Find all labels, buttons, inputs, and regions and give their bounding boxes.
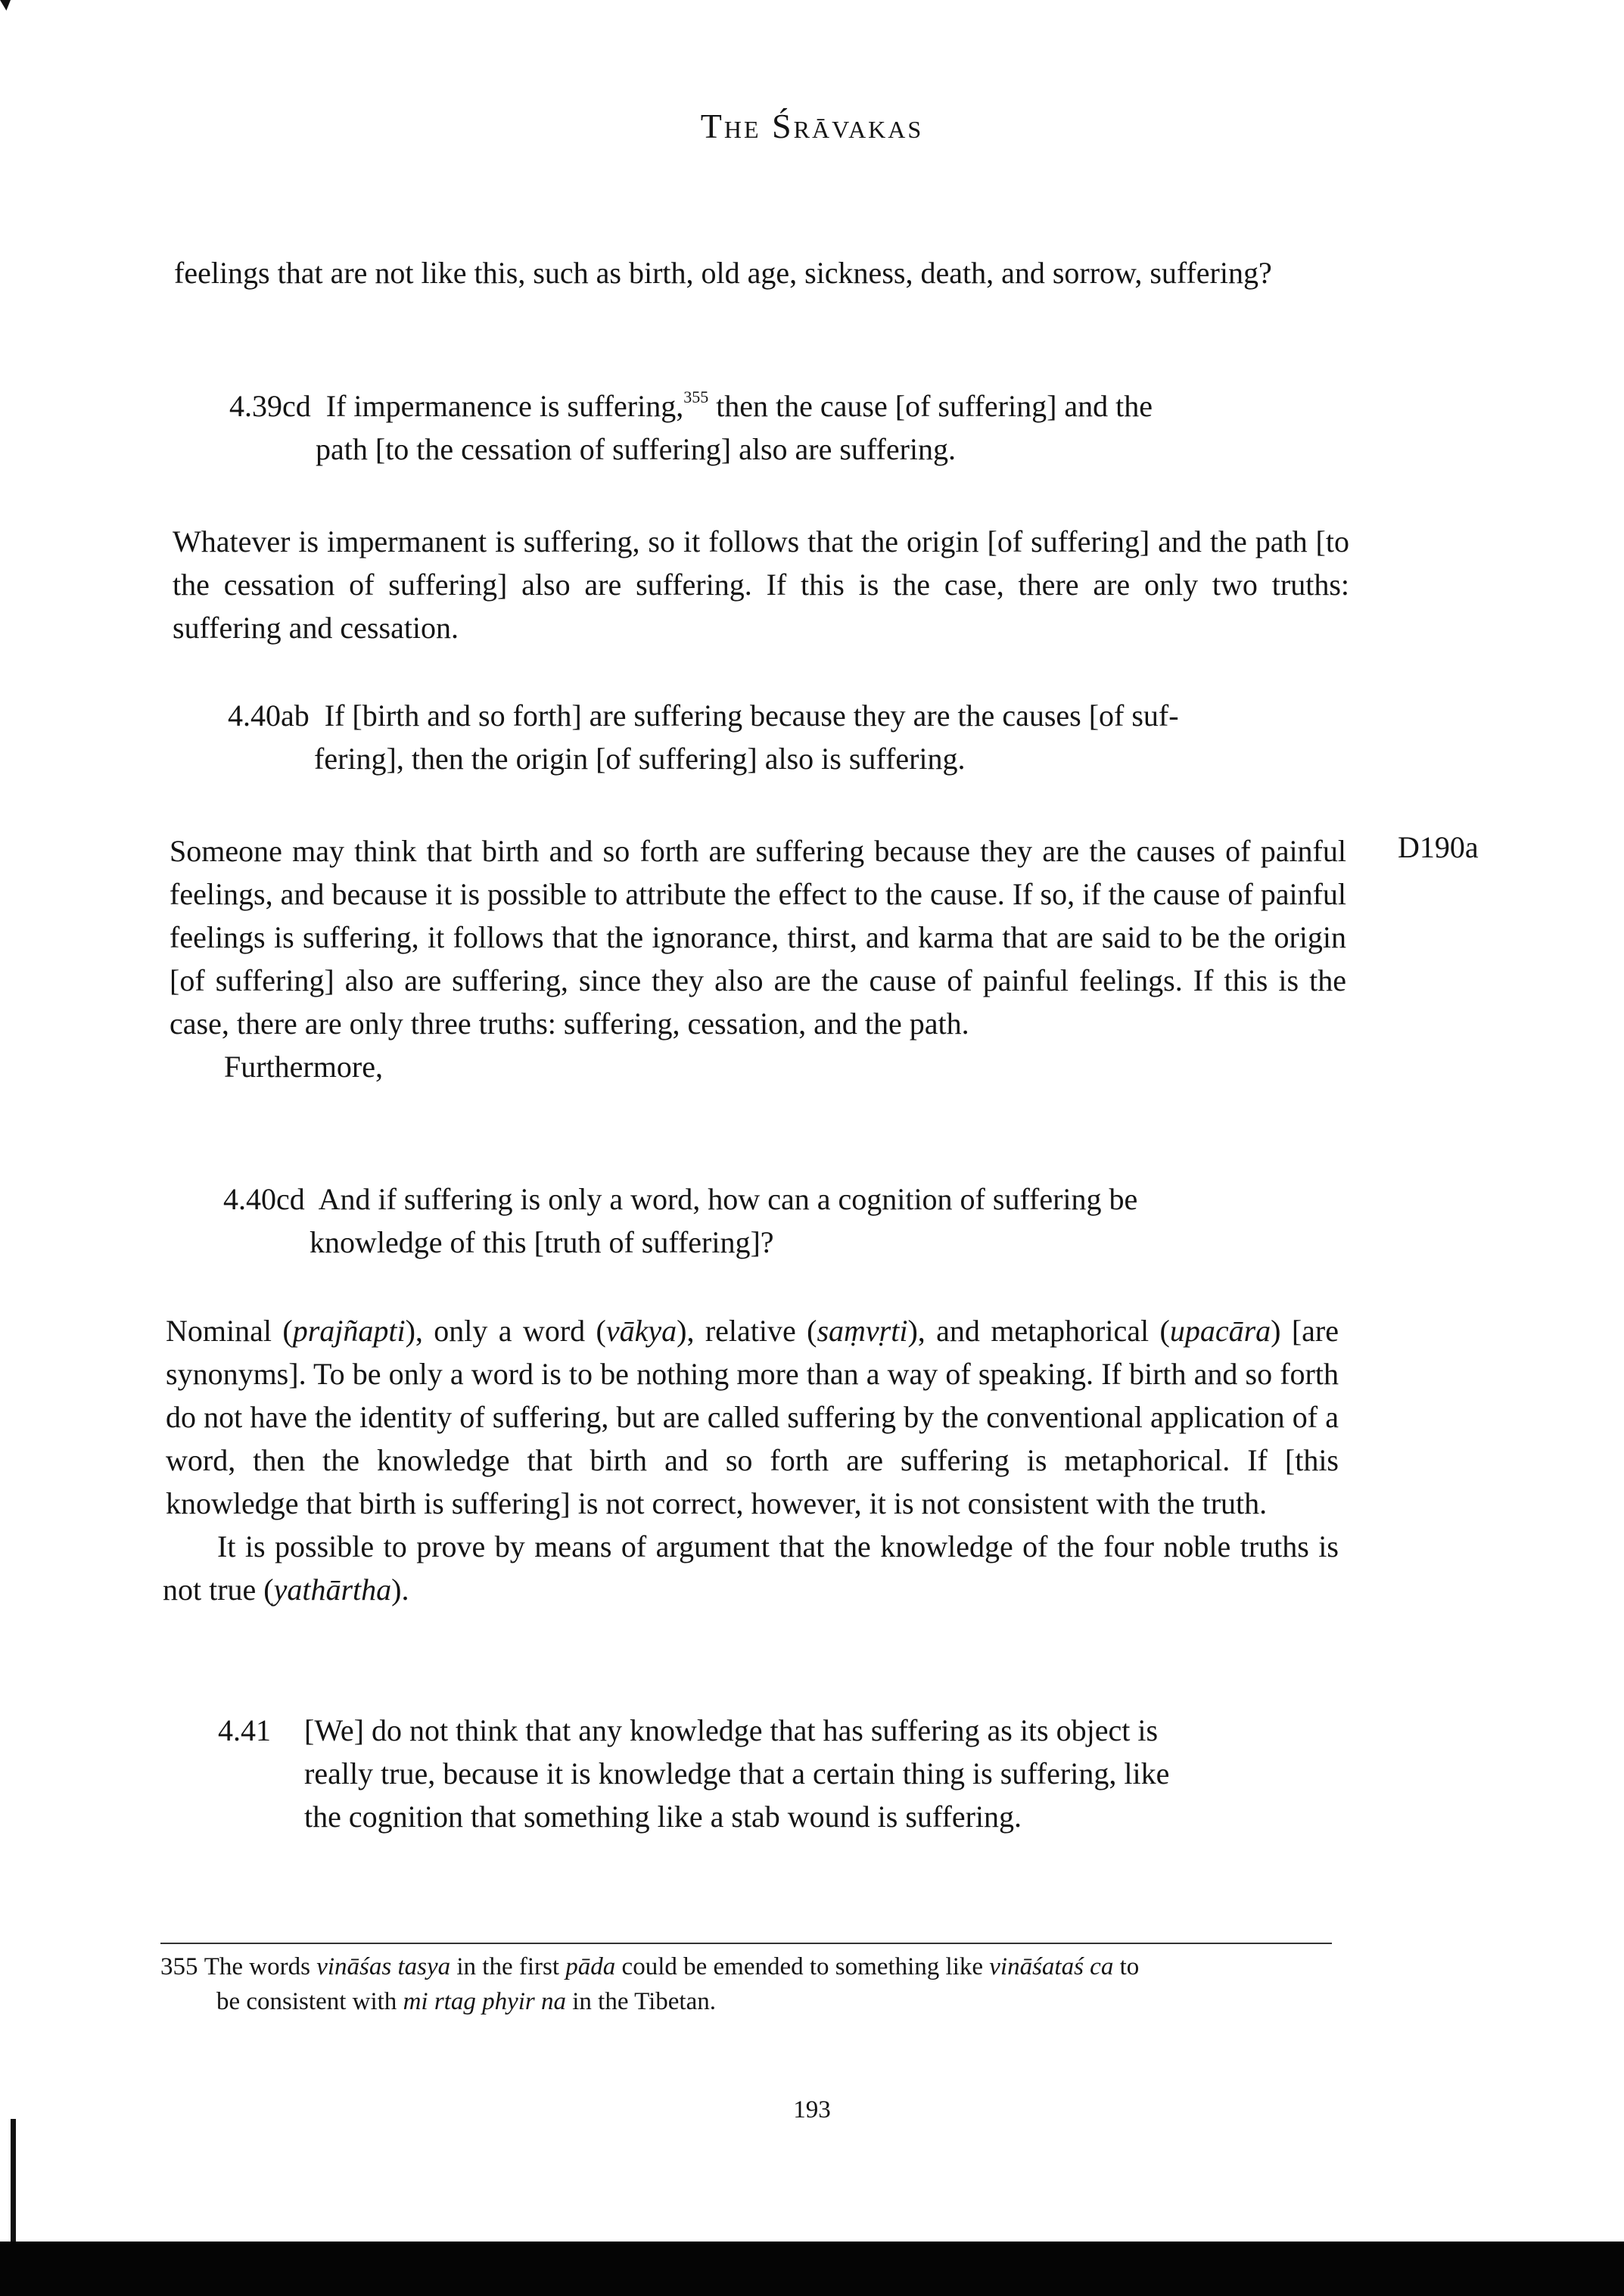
verse-number: 4.40cd: [223, 1182, 305, 1216]
footnote-355: [160, 1949, 1333, 2019]
verse-text: path [to the cessation of suffering] also are suffering.: [316, 432, 957, 466]
footnote-rule: [160, 1943, 1332, 1944]
footnote-number: 355: [160, 1953, 198, 1980]
sanskrit-term: vākya: [605, 1314, 677, 1348]
text-run: The words: [204, 1953, 317, 1980]
text-run: ) [are synonyms]. To be only a word is to be nothing more than a way of speaking. If birth and so forth do not have the identity of suffering, but are called suffering by the conventional application of a word, then the knowledge that birth and so forth are suffering is metaphorical. If [this knowledge that birth is suffering] is not correct, however, it is not consistent with the truth.: [166, 1314, 1339, 1520]
verse-text: really true, because it is knowledge that a certain thing is suffering, like: [304, 1756, 1170, 1790]
verse-text: If [birth and so forth] are suffering because they are the causes [of suf-: [324, 698, 1179, 733]
sanskrit-term: vināśataś ca: [989, 1953, 1114, 1980]
text-run: could be emended to something like: [615, 1953, 990, 1980]
verse-text: the cognition that something like a stab wound is suffering.: [304, 1800, 1022, 1834]
sanskrit-term: prajñapti: [292, 1314, 406, 1348]
verse-text: then the cause [of suffering] and the: [708, 389, 1153, 423]
verse-number: 4.39cd: [229, 389, 311, 423]
verse-text: If impermanence is suffering,: [325, 389, 684, 423]
text-run: ), relative (: [677, 1314, 817, 1348]
text-run: ).: [391, 1573, 409, 1607]
verse-4-40cd: [223, 1178, 1289, 1264]
verse-line: [223, 1178, 1289, 1221]
sanskrit-term: yathārtha: [273, 1573, 392, 1607]
scan-edge-shadow: [11, 2119, 16, 2248]
paragraph-4: [163, 1309, 1339, 1611]
verse-4-41: [218, 1709, 1293, 1838]
sanskrit-term: saṃvṛti: [817, 1314, 908, 1348]
paragraph-1-text: feelings that are not like this, such as birth, old age, sickness, death, and sorrow, suffering?: [174, 256, 1272, 290]
paragraph-2: [173, 520, 1349, 649]
tibetan-term: mi rtag phyir na: [403, 1988, 566, 2015]
paragraph-3-text: Someone may think that birth and so forth are suffering because they are the causes of painful feelings, and because it is possible to attribute the effect to the cause. If so, if the cause of painful feelings is suffering, it follows that the ignorance, thirst, and karma that are said to be the origin [of suffering] also are suffering, since they also are the cause of painful feelings. If this is the case, there are only three truths: suffering, cessation, and the path.: [170, 834, 1346, 1041]
paragraph-3: [170, 829, 1346, 1088]
scan-bottom-band: [0, 2242, 1624, 2296]
text-run: ), only a word (: [405, 1314, 606, 1348]
sanskrit-term: pāda: [565, 1953, 616, 1980]
scan-corner-mark: [0, 0, 11, 11]
verse-text: [We] do not think that any knowledge that has suffering as its object is: [304, 1713, 1159, 1747]
derge-folio-reference: D190a: [1398, 830, 1479, 864]
verse-number: 4.40ab: [228, 698, 310, 733]
footnote-line: [160, 1984, 1333, 2019]
text-run: in the Tibetan.: [565, 1988, 717, 2015]
text-run: It is possible to prove by means of argument that the knowledge of the four noble truths is not true (: [163, 1529, 1339, 1607]
verse-text: fering], then the origin [of suffering] also is suffering.: [314, 742, 966, 776]
text-run: in the first: [450, 1953, 566, 1980]
page-number: 193: [793, 2096, 831, 2123]
verse-text: knowledge of this [truth of suffering]?: [310, 1225, 774, 1259]
text-run: be consistent with: [216, 1988, 403, 2015]
footnote-reference[interactable]: 355: [683, 387, 709, 406]
verse-line: [229, 384, 1295, 428]
sanskrit-term: upacāra: [1169, 1314, 1271, 1348]
text-run: to: [1113, 1953, 1140, 1980]
sanskrit-term: vināśas tasya: [316, 1953, 451, 1980]
verse-4-39cd: [229, 384, 1295, 471]
paragraph-5-text: [163, 1525, 1339, 1611]
paragraph-2-text: Whatever is impermanent is suffering, so it follows that the origin [of suffering] and the path [to the cessation of suffering] also are suffering. If this is the case, there are only two truths: suffering and cessation.: [173, 524, 1349, 645]
running-head: The Śrāvakas: [700, 107, 924, 145]
text-run: ), and metaphorical (: [907, 1314, 1170, 1348]
verse-line: [228, 694, 1293, 737]
verse-4-40ab: [228, 694, 1293, 780]
verse-text: And if suffering is only a word, how can a cognition of suffering be: [318, 1182, 1138, 1216]
paragraph-3b-text: Furthermore,: [224, 1050, 383, 1084]
paragraph-1: [174, 251, 1349, 294]
paragraph-4-text: [166, 1309, 1339, 1525]
verse-line: [218, 1709, 1293, 1752]
verse-number: 4.41: [218, 1713, 271, 1747]
text-run: Nominal (: [166, 1314, 293, 1348]
footnote-line: [160, 1949, 1333, 1984]
